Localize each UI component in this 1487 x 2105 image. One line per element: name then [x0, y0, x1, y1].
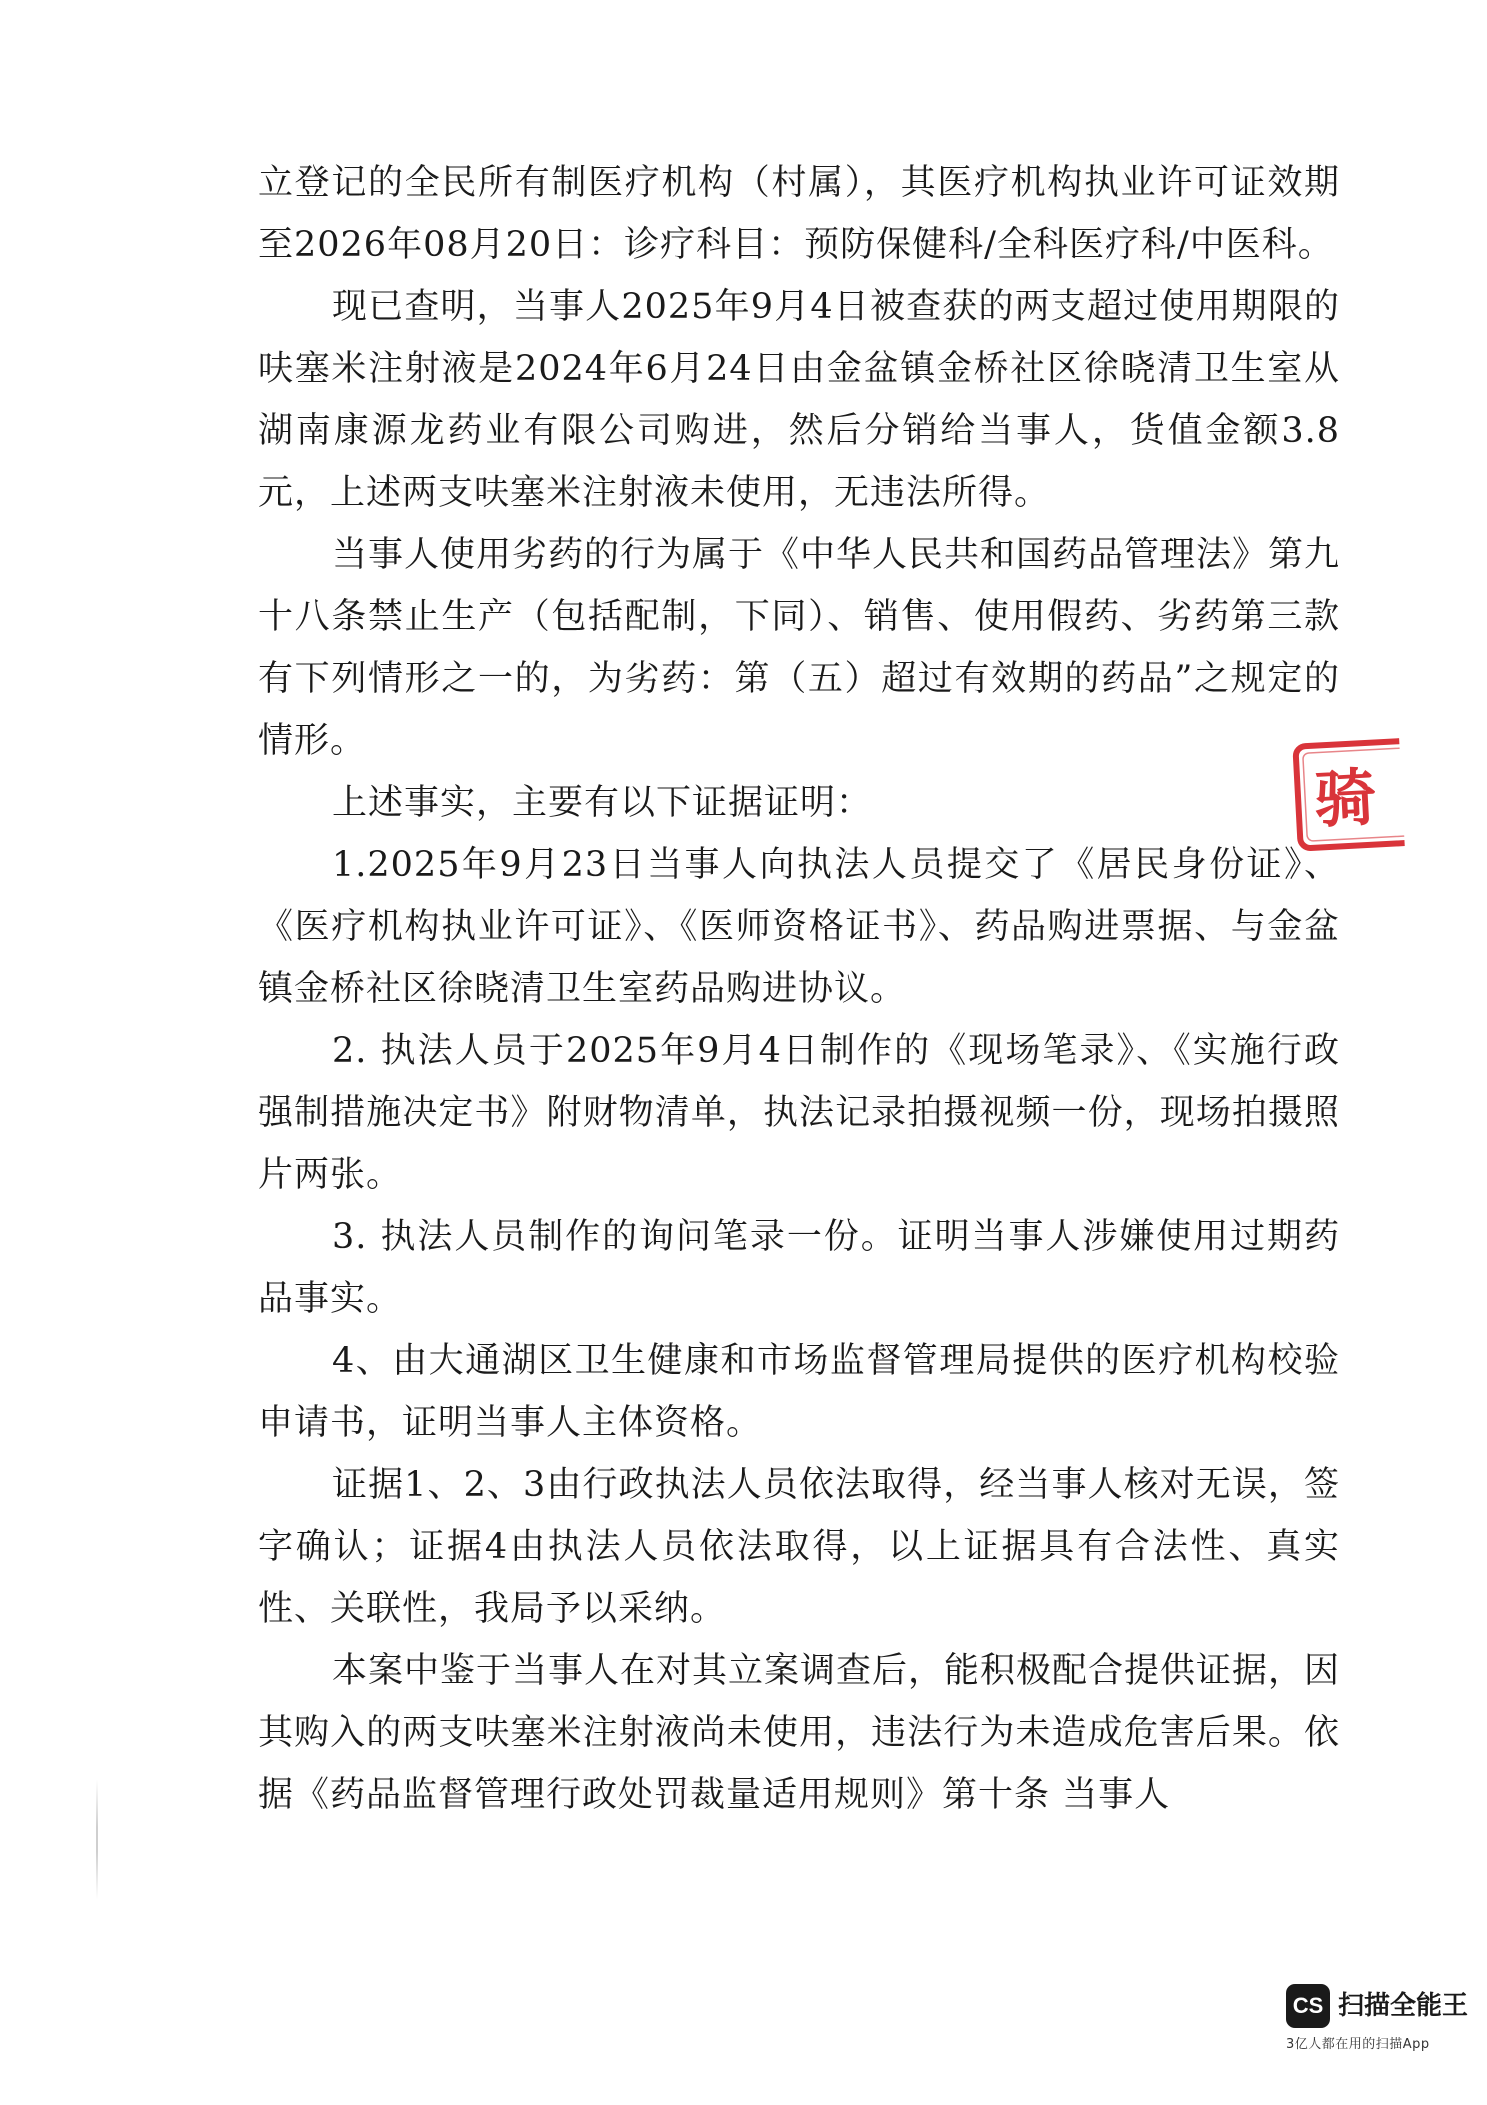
paragraph-3: 当事人使用劣药的行为属于《中华人民共和国药品管理法》第九十八条禁止生产（包括配制，下同）、销售、使用假药、劣药第三款有下列情形之一的，为劣药：第（五）超过有效期的药品”之规定的情形。: [258, 535, 1341, 761]
paragraph-2: 现已查明，当事人2025年9月4日被查获的两支超过使用期限的呋塞米注射液是2024年6月24日由金盆镇金桥社区徐晓清卫生室从湖南康源龙药业有限公司购进，然后分销给当事人，货值金额3.8元，上述两支呋塞米注射液未使用，无违法所得。: [258, 287, 1340, 513]
paragraph-4: 上述事实，主要有以下证据证明：: [332, 783, 873, 823]
paragraph-9: 证据1、2、3由行政执法人员依法取得，经当事人核对无误，签字确认；证据4由执法人员依法取得，以上证据具有合法性、真实性、关联性，我局予以采纳。: [258, 1465, 1340, 1629]
scan-edge-artifact: [96, 1780, 98, 1900]
paragraph-6: 2. 执法人员于2025年9月4日制作的《现场笔录》、《实施行政强制措施决定书》附财物清单，执法记录拍摄视频一份，现场拍摄照片两张。: [258, 1031, 1340, 1195]
seal-graphic: [1289, 733, 1405, 857]
scanner-watermark: [1286, 1984, 1486, 2060]
seal-character: 骑: [1312, 760, 1379, 837]
paragraph-5: 1.2025年9月23日当事人向执法人员提交了《居民身份证》、《医疗机构执业许可证》、《医师资格证书》、药品购进票据、与金盆镇金桥社区徐晓清卫生室药品购进协议。: [258, 845, 1340, 1009]
document-body: [258, 152, 1340, 1826]
scanner-tagline: 3亿人都在用的扫描App: [1286, 2037, 1430, 2052]
scanner-brand-name: 扫描全能王: [1338, 1991, 1469, 2021]
paragraph-1: 立登记的全民所有制医疗机构（村属），其医疗机构执业许可证效期至2026年08月20日：诊疗科目：预防保健科/全科医疗科/中医科。: [258, 163, 1340, 265]
paragraph-8: 4、由大通湖区卫生健康和市场监督管理局提供的医疗机构校验申请书，证明当事人主体资格。: [258, 1341, 1340, 1443]
paragraph-7: 3. 执法人员制作的询问笔录一份。证明当事人涉嫌使用过期药品事实。: [258, 1217, 1340, 1319]
seam-seal-stamp: [1289, 733, 1405, 857]
paragraph-10: 本案中鉴于当事人在对其立案调查后，能积极配合提供证据，因其购入的两支呋塞米注射液尚未使用，违法行为未造成危害后果。依据《药品监督管理行政处罚裁量适用规则》第十条 当事人: [258, 1651, 1341, 1815]
cs-logo-icon: CS: [1286, 1984, 1330, 2028]
